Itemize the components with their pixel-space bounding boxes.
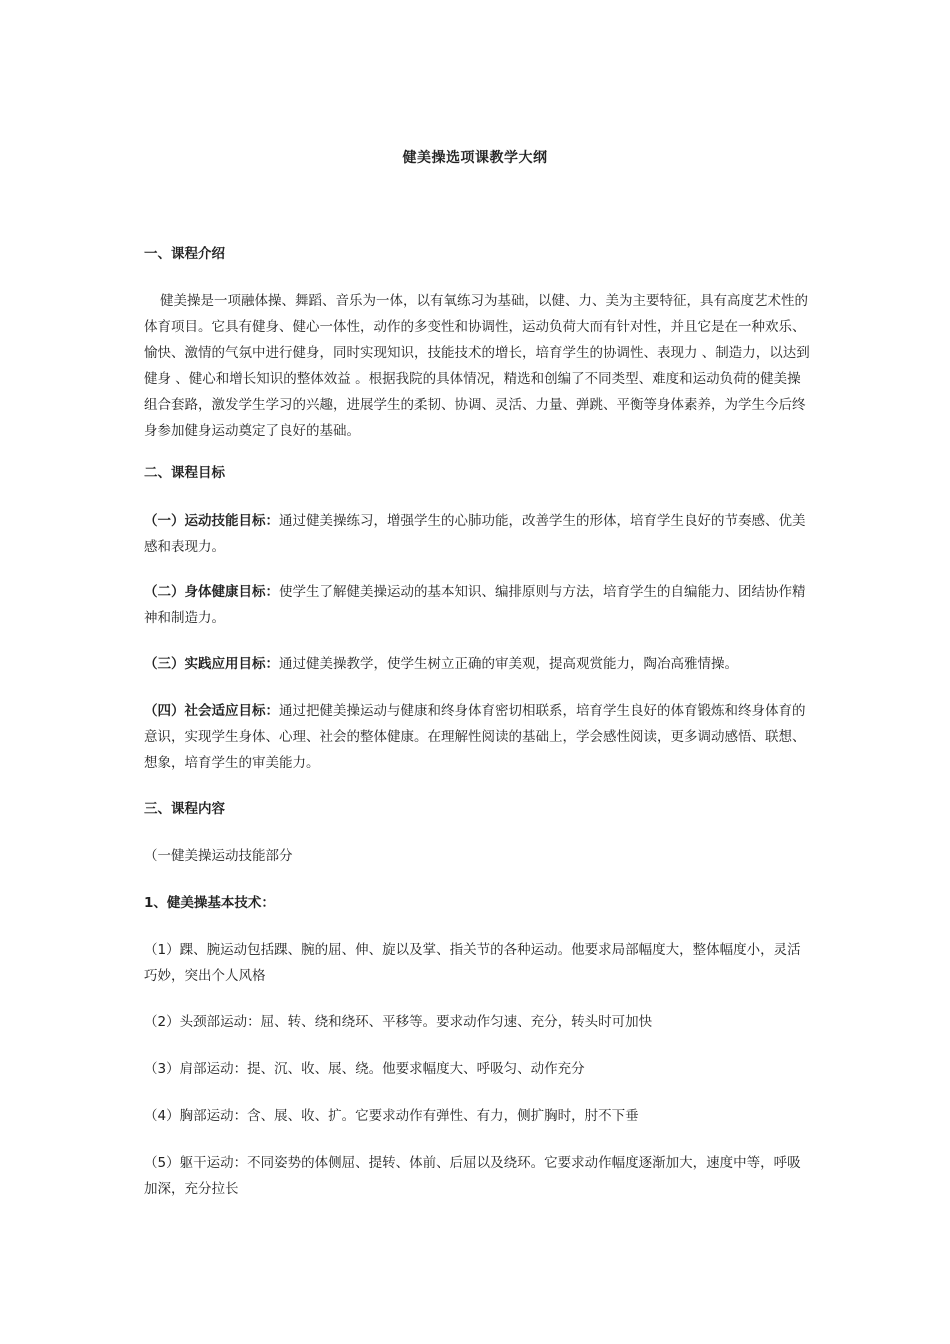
goal-text: 通过把健美操运动与健康和终身体育密切相联系，培育学生良好的体育锻炼和终身体育的意识，实现学生身体、心理、社会的整体健康。在理解性阅读的基础上，学会感性阅读，更多调动感悟、联想、想象，培育学生的审美能力。 (144, 703, 806, 771)
section-heading-course-content: 三、课程内容 (144, 801, 225, 817)
goal-label: （三）实践应用目标： (144, 656, 279, 672)
goal-label: （二）身体健康目标： (144, 584, 279, 600)
goal-item (144, 651, 814, 677)
goal-item (144, 698, 814, 776)
course-intro-paragraph: 健美操是一项融体操、舞蹈、音乐为一体，以有氧练习为基础，以健、力、美为主要特征，具有高度艺术性的体育项目。它具有健身、健心一体性，动作的多变性和协调性，运动负荷大而有针对性，并且它是在一种欢乐、愉快、激情的气氛中进行健身，同时实现知识，技能技术的增长，培育学生的协调性、表现力 、制造力，以达到健身 、健心和增长知识的整体效益 。根据我院的具体情况，精选和创编了不同类型、难度和运动负荷的健美操组合套路，激发学生学习的兴趣，进展学生的柔韧、协调、灵活、力量、弹跳、平衡等身体素养，为学生今后终身参加健身运动奠定了良好的基础。 (144, 293, 810, 439)
goal-text: 通过健美操练习，增强学生的心肺功能，改善学生的形体，培育学生良好的节奏感、优美感和表现力。 (144, 513, 806, 555)
goal-text: 使学生了解健美操运动的基本知识、编排原则与方法，培育学生的自编能力、团结协作精神和制造力。 (144, 584, 806, 626)
list-item: （3）肩部运动：提、沉、收、展、绕。他要求幅度大、呼吸匀、动作充分 (144, 1061, 585, 1077)
list-item: （5）躯干运动：不同姿势的体侧屈、提转、体前、后屈以及绕环。它要求动作幅度逐渐加大，速度中等，呼吸加深，充分拉长 (144, 1155, 801, 1197)
goal-item (144, 579, 814, 631)
goal-item (144, 508, 814, 560)
list-item: （4）胸部运动：含、展、收、扩。它要求动作有弹性、有力，侧扩胸时，肘不下垂 (144, 1108, 639, 1124)
goal-label: （一）运动技能目标： (144, 513, 279, 529)
goal-label: （四）社会适应目标： (144, 703, 279, 719)
section-heading-course-intro: 一、课程介绍 (144, 246, 225, 262)
basic-technique-heading: 1、健美操基本技术： (144, 895, 275, 911)
list-item: （1）踝、腕运动包括踝、腕的屈、伸、旋以及掌、指关节的各种运动。他要求局部幅度大，整体幅度小，灵活巧妙，突出个人风格 (144, 942, 801, 984)
list-item: （2）头颈部运动：屈、转、绕和绕环、平移等。要求动作匀速、充分，转头时可加快 (144, 1014, 653, 1030)
goal-text: 通过健美操教学，使学生树立正确的审美观，提高观赏能力，陶冶高雅情操。 (279, 656, 738, 672)
section-heading-course-goals: 二、课程目标 (144, 465, 225, 481)
document-title: 健美操选项课教学大纲 (402, 150, 548, 166)
content-subheading: （一健美操运动技能部分 (144, 848, 293, 864)
